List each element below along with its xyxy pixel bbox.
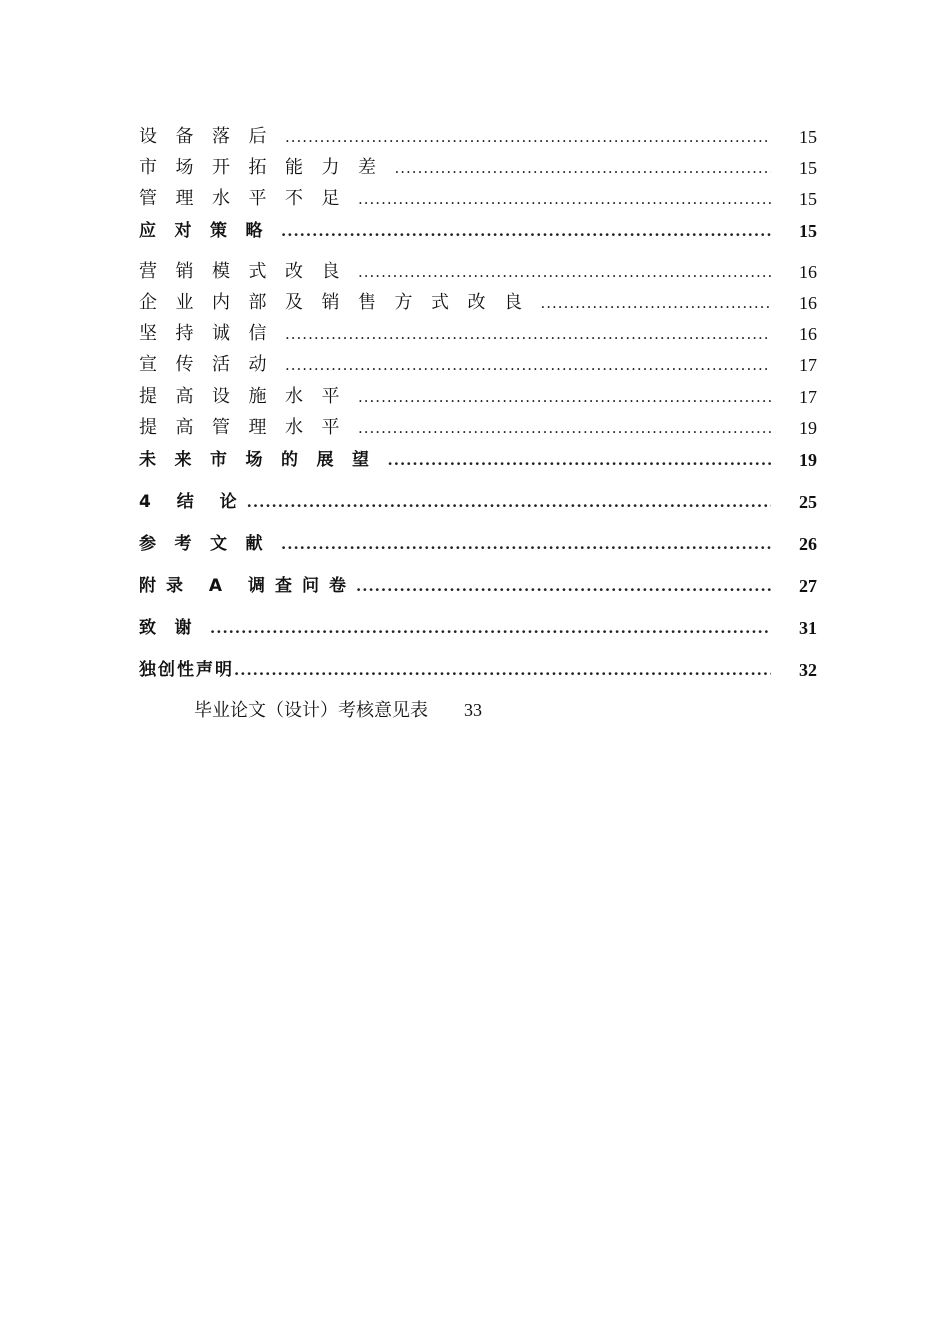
- toc-dot-leader: [210, 617, 771, 639]
- toc-entry-page: 15: [799, 127, 817, 147]
- toc-entry[interactable]: [139, 382, 817, 408]
- toc-entry[interactable]: [139, 571, 817, 597]
- toc-entry-page: 16: [799, 293, 817, 313]
- toc-entry-title: 市场开拓能力差: [139, 157, 395, 178]
- toc-entry-page: 17: [799, 355, 817, 375]
- toc-entry-title: 应对策略: [139, 221, 281, 241]
- toc-dot-leader: [358, 261, 771, 283]
- toc-entry-page: 27: [799, 576, 817, 596]
- toc-entry-page: 32: [799, 660, 817, 680]
- toc-entry-title: 未来市场的展望: [139, 450, 388, 470]
- toc-dot-leader: [234, 659, 771, 681]
- toc-entry[interactable]: [139, 613, 817, 639]
- toc-entry-title: 附录 A 调查问卷: [139, 576, 356, 596]
- toc-entry-title: 毕业论文（设计）考核意见表: [194, 700, 428, 721]
- toc-entry[interactable]: [139, 445, 817, 471]
- toc-dot-leader: [281, 220, 771, 242]
- toc-entry[interactable]: [139, 153, 817, 179]
- toc-dot-leader: [358, 417, 771, 439]
- toc-entry-page: 19: [799, 450, 817, 470]
- toc-entry[interactable]: [139, 529, 817, 555]
- toc-entry-page: 33: [464, 700, 482, 720]
- toc-dot-leader: [281, 533, 771, 555]
- toc-entry-title: 坚持诚信: [139, 323, 285, 344]
- toc-entry[interactable]: [139, 288, 817, 314]
- toc-dot-leader: [356, 575, 771, 597]
- toc-entry[interactable]: [139, 319, 817, 345]
- toc-entry[interactable]: [139, 257, 817, 283]
- toc-entry[interactable]: [139, 184, 817, 210]
- toc-entry-page: 15: [799, 158, 817, 178]
- toc-entry[interactable]: [139, 487, 817, 513]
- toc-entry[interactable]: [139, 216, 817, 242]
- toc-entry-page: 31: [799, 618, 817, 638]
- toc-dot-leader: [285, 354, 771, 376]
- toc-dot-leader: [395, 157, 772, 179]
- toc-entry[interactable]: [139, 350, 817, 376]
- toc-dot-leader: [358, 386, 771, 408]
- toc-entry-title: 营销模式改良: [139, 261, 358, 282]
- toc-dot-leader: [247, 491, 771, 513]
- toc-entry[interactable]: [139, 655, 817, 681]
- toc-entry[interactable]: [139, 413, 817, 439]
- toc-dot-leader: [541, 292, 772, 314]
- toc-entry-page: 26: [799, 534, 817, 554]
- toc-entry-page: 15: [799, 221, 817, 241]
- toc-entry-title: 参考文献: [139, 534, 281, 554]
- toc-entry-page: 19: [799, 418, 817, 438]
- toc-entry-page: 16: [799, 324, 817, 344]
- toc-dot-leader: [285, 323, 771, 345]
- toc-entry-title: 4 结 论: [139, 492, 247, 512]
- toc-entry-title: 提高设施水平: [139, 386, 358, 407]
- toc-dot-leader: [285, 126, 771, 148]
- toc-dot-leader: [388, 449, 772, 471]
- toc-entry-title: 独创性声明: [139, 660, 234, 680]
- toc-entry-title: 致谢: [139, 618, 210, 638]
- toc-entry[interactable]: [139, 122, 817, 148]
- toc-entry-appraisal-form[interactable]: [194, 698, 482, 723]
- toc-entry-page: 25: [799, 492, 817, 512]
- toc-entry-title: 企业内部及销售方式改良: [139, 292, 541, 313]
- toc-entry-title: 提高管理水平: [139, 417, 358, 438]
- toc-entry-page: 16: [799, 262, 817, 282]
- toc-entry-title: 宣传活动: [139, 354, 285, 375]
- toc-entry-page: 15: [799, 189, 817, 209]
- toc-entry-title: 管理水平不足: [139, 188, 358, 209]
- toc-entry-title: 设备落后: [139, 126, 285, 147]
- toc-dot-leader: [358, 188, 771, 210]
- toc-entry-page: 17: [799, 387, 817, 407]
